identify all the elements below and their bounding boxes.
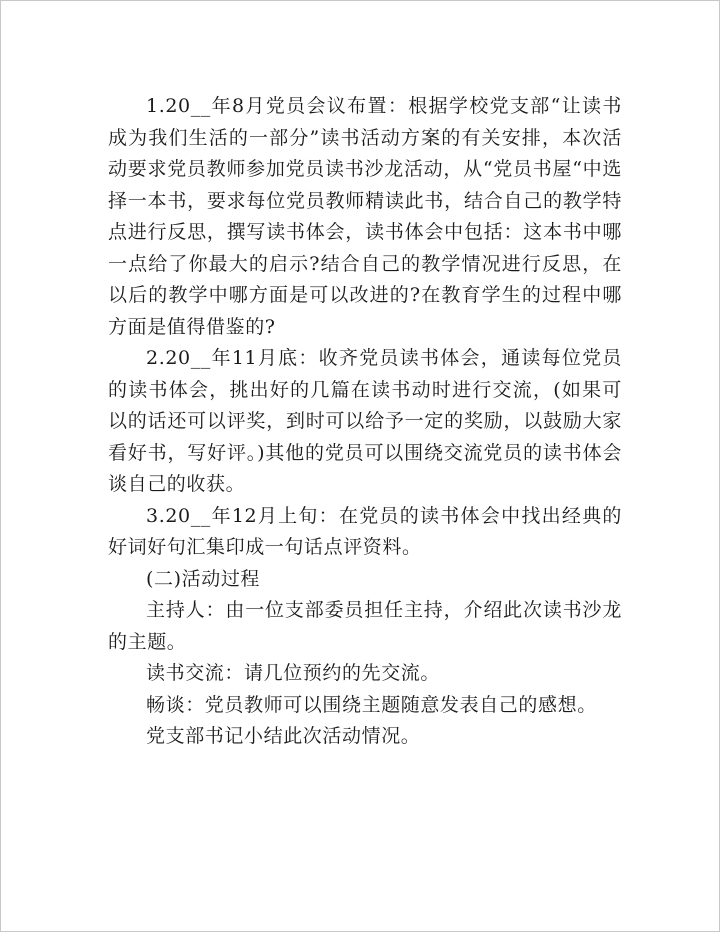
paragraph-plan-november: 2.20__年11月底：收齐党员读书体会，通读每位党员的读书体会，挑出好的几篇在读书动时进行交流，(如果可以的话还可以评奖，到时可以给予一定的奖励，以鼓励大家看好书，写好评。)其他的党员可以围绕交流党员的读书体会谈自己的收获。 bbox=[108, 347, 622, 495]
document-body bbox=[108, 91, 622, 753]
paragraph-reading-exchange: 读书交流：请几位预约的先交流。 bbox=[146, 662, 441, 684]
paragraph-plan-december: 3.20__年12月上旬：在党员的读书体会中找出经典的好词好句汇集印成一句话点评资料。 bbox=[108, 504, 622, 558]
section-heading-activity-process: (二)活动过程 bbox=[146, 567, 261, 590]
paragraph-host: 主持人：由一位支部委员担任主持，介绍此次读书沙龙的主题。 bbox=[108, 599, 622, 653]
paragraph-plan-august: 1.20__年8月党员会议布置：根据学校党支部“让读书成为我们生活的一部分”读书活动方案的有关安排，本次活动要求党员教师参加党员读书沙龙活动，从“党员书屋“中选择一本书，要求每位党员教师精读此书，结合自己的教学特点进行反思，撰写读书体会，读书体会中包括：这本书中哪一点给了你最大的启示?结合自己的教学情况进行反思，在以后的教学中哪方面是可以改进的?在教育学生的过程中哪方面是值得借鉴的? bbox=[108, 95, 622, 338]
paragraph-summary: 党支部书记小结此次活动情况。 bbox=[146, 725, 421, 747]
paragraph-free-talk: 畅谈：党员教师可以围绕主题随意发表自己的感想。 bbox=[146, 693, 597, 716]
